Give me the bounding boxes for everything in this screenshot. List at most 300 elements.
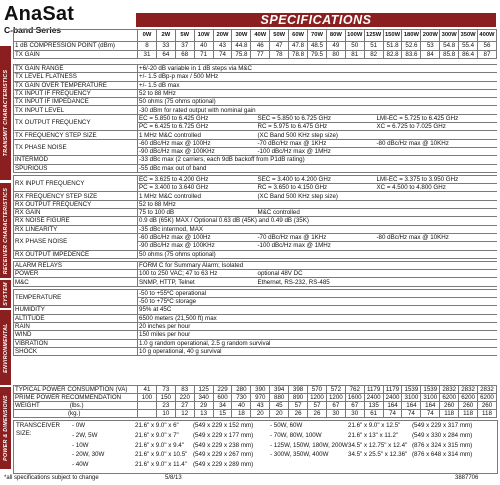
power-level-header: 60W (289, 30, 308, 42)
size-left-model: - 20W, 30W (72, 451, 105, 459)
receiver-value: -80 dBc/Hz max @ 10KHz (376, 233, 497, 241)
transmit-row (14, 65, 497, 73)
weight-kg-row-value: 74 (383, 410, 402, 418)
receiver-row (14, 225, 497, 233)
weight-label: WEIGHT (15, 402, 40, 409)
environmental-value (257, 306, 376, 314)
footer-date: 5/8/13 (165, 475, 182, 481)
transmit-value (376, 106, 497, 114)
size-left-inch: 21.6" x 9.0" x 11.4" (135, 461, 187, 469)
transmit-row (14, 73, 497, 81)
section-receiver: RECEIVER CHARACTERISTICS (0, 183, 11, 278)
tx-gain-row-value: 74 (213, 50, 232, 59)
power-level-header: 125W (364, 30, 383, 42)
transmit-label: TX INPUT LEVEL (14, 106, 138, 114)
receiver-label: RX INPUT FREQUENCY (14, 175, 138, 192)
weight-kg-row-value: 10 (156, 410, 175, 418)
environmental-row (14, 347, 497, 355)
compression-row-value: 47 (270, 42, 289, 51)
weight-kg-row-value: 13 (194, 410, 213, 418)
compression-row-value: 50 (345, 42, 364, 51)
power-consumption-row-value: 229 (213, 386, 232, 394)
transmit-value (376, 147, 497, 155)
system-value: optional 48V DC (257, 270, 376, 278)
compression-row (14, 42, 497, 51)
size-block (13, 420, 498, 474)
power-weight-table (13, 385, 497, 418)
receiver-value: RC = 3.650 to 4.150 GHz (257, 184, 376, 192)
weight-kg-row-value: 15 (213, 410, 232, 418)
transmit-value (257, 106, 376, 114)
weight-kg-row-value: 30 (326, 410, 345, 418)
brand-name: AnaSat (4, 3, 75, 25)
environmental-value (257, 339, 376, 347)
transmit-value (376, 156, 497, 164)
weight-unit: (kg.) (68, 410, 81, 417)
compression-row-value: 51 (364, 42, 383, 51)
power-consumption-row-value: 73 (156, 386, 175, 394)
environmental-value (376, 339, 497, 347)
power-consumption-row-value: 1539 (421, 386, 440, 394)
environmental-value (376, 314, 497, 322)
system-label: M&C (14, 278, 138, 286)
transmit-value: +6/-20 dB variable in 1 dB steps via M&C (138, 65, 257, 73)
receiver-label: RX NOISE FIGURE (14, 217, 138, 225)
receiver-value (257, 200, 376, 208)
size-left-inch: 21.6" x 9.0" x 7" (135, 431, 179, 439)
tx-gain-row-value: 31 (138, 50, 157, 59)
environmental-value (257, 298, 376, 306)
weight-kg-row-value: 61 (364, 410, 383, 418)
power-consumption-row-value: 2832 (440, 386, 459, 394)
transmit-value (257, 73, 376, 81)
environmental-value: 95% at 45C (138, 306, 257, 314)
transmit-label: TX INPUT IF FREQUENCY (14, 89, 138, 97)
receiver-value (376, 200, 497, 208)
tx-gain-row-value: 77 (251, 50, 270, 59)
size-right-mm: (549 x 330 x 284 mm) (412, 431, 473, 439)
tx-gain-row-value: 78.8 (289, 50, 308, 59)
power-consumption-row-value: 1179 (383, 386, 402, 394)
environmental-value: 6500 meters (21,500 ft) max (138, 314, 257, 322)
environmental-value: 1.0 g random operational, 2.5 g random survival (139, 339, 271, 347)
environmental-row (14, 322, 497, 330)
weight-lbs-row-value: 67 (326, 402, 345, 410)
weight-lbs-row-value: 260 (478, 402, 497, 410)
transmit-value: +/- 1.5 dBp-p max / 500 MHz (138, 73, 257, 81)
environmental-value: 10 g operational, 40 g survival (138, 347, 257, 355)
section-power-dimensions: POWER & DIMENSIONS (0, 387, 11, 469)
weight-lbs-row-value: 164 (383, 402, 402, 410)
transmit-value (376, 73, 497, 81)
transmit-value: -80 dBc/Hz max @ 10KHz (376, 139, 497, 147)
receiver-value: -60 dBc/Hz max @ 100Hz (138, 233, 257, 241)
transmit-value (376, 98, 497, 106)
environmental-value (257, 322, 376, 330)
transmit-value: EC = 5.850 to 6.425 GHz (138, 114, 257, 122)
receiver-label: RX PHASE NOISE (14, 233, 138, 250)
weight-lbs-row-value: 57 (308, 402, 327, 410)
receiver-value: 0.9 dB (65K) MAX / Optional 0.63 dB (45K) and 0.49 dB (35K) (139, 217, 309, 225)
prime-power-row-value: 890 (289, 394, 308, 402)
weight-lbs-row-value: 23 (156, 402, 175, 410)
transmit-value: LMI-EC = 5.725 to 6.425 GHz (376, 114, 497, 122)
tx-gain-row (14, 50, 497, 59)
receiver-label: RX OUTPUT IMPEDENCE (14, 250, 138, 258)
size-left-inch: 21.6" x 9.0" x 9.4" (135, 441, 184, 449)
power-consumption-row-value: 390 (251, 386, 270, 394)
weight-kg-row (14, 410, 497, 418)
environmental-value: 150 miles per hour (138, 331, 257, 339)
weight-kg-row-value: 118 (459, 410, 478, 418)
weight-kg-row-value: 30 (345, 410, 364, 418)
size-right-model: - 70W, 80W, 100W (270, 431, 322, 439)
transmit-value: -30 dBm for rated output with nominal gain (139, 106, 256, 114)
environmental-label: ALTITUDE (14, 314, 138, 322)
environmental-label: RAIN (14, 322, 138, 330)
tx-gain-row-value: 84 (421, 50, 440, 59)
compression-row-value: 37 (175, 42, 194, 51)
power-level-header: 30W (232, 30, 251, 42)
receiver-value: EC = 3.625 to 4.200 GHz (138, 175, 257, 183)
receiver-row (14, 192, 497, 200)
receiver-row (14, 233, 497, 241)
size-label: SIZE: (16, 430, 32, 437)
weight-lbs-row-value: 27 (175, 402, 194, 410)
size-right-inch: 21.6" x 9.0" x 12.5" (348, 422, 401, 429)
weight-lbs-row-value: 57 (289, 402, 308, 410)
transmit-row (14, 98, 497, 106)
weight-kg-row-value: 118 (478, 410, 497, 418)
receiver-value: 52 to 88 MHz (138, 200, 257, 208)
tx-gain-row-value: 83.6 (402, 50, 421, 59)
receiver-value: -90 dBc/Hz max @ 100KHz (138, 242, 257, 250)
size-left-model: - 10W (72, 441, 89, 449)
power-consumption-row-value: 762 (345, 386, 364, 394)
environmental-label: HUMIDITY (14, 306, 138, 314)
environmental-value: 20 inches per hour (138, 322, 257, 330)
weight-lbs-row-value: 164 (402, 402, 421, 410)
weight-lbs-row-value: 164 (421, 402, 440, 410)
power-spec-table (13, 29, 497, 59)
tx-gain-row-value: 64 (156, 50, 175, 59)
receiver-value: -100 dBc/Hz max @ 1MHz (257, 242, 376, 250)
power-consumption-row-value: 394 (270, 386, 289, 394)
compression-row-value: 40 (194, 42, 213, 51)
environmental-label: WIND (14, 331, 138, 339)
receiver-label: RX GAIN (14, 209, 138, 217)
environmental-value (257, 314, 376, 322)
prime-power-row-value: 730 (232, 394, 251, 402)
system-row (14, 270, 497, 278)
prime-power-row-value: 100 (138, 394, 157, 402)
environmental-label: TEMPERATURE (14, 289, 138, 306)
transmit-value: XC = 6.725 to 7.025 GHz (376, 123, 497, 131)
prime-power-row-value: 600 (213, 394, 232, 402)
size-left-inch: 21.6" x 9.0" x 6" (135, 422, 179, 429)
transmit-label: TX PHASE NOISE (14, 139, 138, 156)
receiver-row (14, 200, 497, 208)
weight-lbs-row (14, 402, 497, 410)
power-consumption-row-value: 2832 (478, 386, 497, 394)
system-value (376, 270, 497, 278)
weight-lbs-row-value: 29 (194, 402, 213, 410)
transmit-value: -90 dBc/Hz max @ 100KHz (138, 147, 257, 155)
weight-lbs-row-value: 34 (213, 402, 232, 410)
receiver-value (376, 217, 497, 225)
receiver-value (376, 225, 497, 233)
receiver-value: LMI-EC = 3.375 to 3.950 GHz (376, 175, 497, 183)
weight-unit: (lbs.) (69, 402, 84, 409)
weight-kg-row-value: 20 (270, 410, 289, 418)
compression-row-value: 53 (421, 42, 440, 51)
weight-kg-row-value: 26 (308, 410, 327, 418)
receiver-value: 1 MHz M&C controlled (138, 192, 257, 200)
transmit-label: SPURIOUS (14, 164, 138, 172)
receiver-row (14, 217, 497, 225)
compression-row-value: 49 (326, 42, 345, 51)
power-level-header: 350W (459, 30, 478, 42)
environmental-row (14, 314, 497, 322)
power-level-header: 40W (251, 30, 270, 42)
environmental-label: SHOCK (14, 347, 138, 355)
prime-power-row-value: 6200 (440, 394, 459, 402)
environmental-row (14, 331, 497, 339)
section-environmental: ENVIRONMENTAL (0, 310, 11, 385)
transmit-row (14, 139, 497, 147)
transmit-row (14, 89, 497, 97)
receiver-label: RX OUTPUT FREQUENCY (14, 200, 138, 208)
prime-power-row-value: 150 (156, 394, 175, 402)
system-label: ALARM RELAYS (14, 261, 138, 269)
transmit-value: 50 ohms (75 ohms optional) (138, 98, 257, 106)
system-value (376, 278, 497, 286)
transmit-value: PC = 6.425 to 6.725 GHz (138, 123, 257, 131)
receiver-value: 50 ohms (75 ohms optional) (138, 250, 257, 258)
transmit-value (376, 89, 497, 97)
power-level-header: 200W (421, 30, 440, 42)
size-left-mm: (549 x 229 x 267 mm) (193, 451, 254, 459)
prime-power-row-value: 220 (175, 394, 194, 402)
tx-gain-row-value: 71 (194, 50, 213, 59)
transmit-value: -70 dBc/Hz max @ 1KHz (257, 139, 376, 147)
transmit-value (257, 81, 376, 89)
system-value: Ethernet, RS-232, RS-485 (257, 278, 376, 286)
weight-lbs-row-value: 45 (270, 402, 289, 410)
size-right-mm: (876 x 648 x 314 mm) (412, 451, 473, 459)
transmit-value: -55 dBc max out of band (138, 164, 257, 172)
power-consumption-row-label: TYPICAL POWER CONSUMPTION (VA) (14, 386, 138, 394)
transmit-row (14, 131, 497, 139)
power-level-header: 400W (478, 30, 497, 42)
compression-row-value: 33 (156, 42, 175, 51)
transmit-label: INTERMOD (14, 156, 138, 164)
transmit-value: 1 MHz M&C controlled (138, 131, 257, 139)
tx-gain-row-value: 81 (345, 50, 364, 59)
compression-row-value: 55.4 (459, 42, 478, 51)
transmit-value: 52 to 88 MHz (138, 89, 257, 97)
compression-row-value: 44.8 (232, 42, 251, 51)
receiver-row (14, 250, 497, 258)
prime-power-row-value: 3100 (402, 394, 421, 402)
power-consumption-row-value: 280 (232, 386, 251, 394)
weight-lbs-row-value: 40 (232, 402, 251, 410)
receiver-value (257, 225, 376, 233)
transmit-row (14, 106, 497, 114)
weight-lbs-row-value: 67 (345, 402, 364, 410)
size-right-mm: (549 x 229 x 317 mm) (412, 422, 473, 429)
transmit-label: TX GAIN RANGE (14, 65, 138, 73)
prime-power-row-value: 1200 (326, 394, 345, 402)
specifications-title: SPECIFICATIONS (136, 13, 496, 27)
weight-kg-row-label (14, 410, 138, 418)
brand-subtitle: C-band Series (4, 25, 62, 35)
prime-power-row-value: 970 (251, 394, 270, 402)
power-level-header: 0W (138, 30, 157, 42)
compression-row-value: 46 (251, 42, 270, 51)
receiver-value: M&C controlled (257, 209, 376, 217)
transmit-label: TX OUTPUT FREQUENCY (14, 114, 138, 131)
receiver-value (376, 192, 497, 200)
system-row (14, 278, 497, 286)
power-level-header: 10W (194, 30, 213, 42)
transmit-value (257, 89, 376, 97)
power-level-header: 5W (175, 30, 194, 42)
size-right-inch: 21.6" x 13" x 11.2" (348, 431, 399, 439)
transmit-value (376, 131, 497, 139)
transmit-row (14, 156, 497, 164)
receiver-value: -35 dBc intermod, MAX (138, 225, 257, 233)
weight-kg-row-value: 26 (289, 410, 308, 418)
weight-kg-row-value: 18 (232, 410, 251, 418)
transmit-value (257, 65, 376, 73)
tx-gain-row-value: 78 (270, 50, 289, 59)
footer-note: *all specifications subject to change (4, 475, 99, 481)
receiver-value: (XC Band 500 KHz step size) (257, 192, 376, 200)
prime-power-row-value: 880 (270, 394, 289, 402)
receiver-row (14, 175, 497, 183)
weight-kg-row-blank (138, 410, 157, 418)
prime-power-row (14, 394, 497, 402)
system-label: POWER (14, 270, 138, 278)
power-consumption-row-value: 572 (326, 386, 345, 394)
tx-gain-row-value: 82 (364, 50, 383, 59)
transmit-value (257, 98, 376, 106)
compression-row-label: 1 dB COMPRESSION POINT (dBm) (14, 42, 138, 51)
transmit-row (14, 164, 497, 172)
environmental-value (376, 306, 497, 314)
size-right-model: - 50W, 60W (270, 422, 303, 429)
power-level-header: 100W (345, 30, 364, 42)
tx-gain-row-value: 86.4 (459, 50, 478, 59)
transmit-value (376, 164, 497, 172)
receiver-value (257, 250, 376, 258)
receiver-row (14, 209, 497, 217)
size-left-mm: (549 x 229 x 177 mm) (193, 431, 254, 439)
power-consumption-row-value: 41 (138, 386, 157, 394)
tx-gain-row-value: 85.8 (440, 50, 459, 59)
power-level-header: 70W (308, 30, 327, 42)
size-right-inch: 34.5" x 25.5" x 12.36" (348, 451, 408, 459)
environmental-value (257, 347, 376, 355)
header-blank (14, 30, 138, 42)
transmit-row (14, 114, 497, 122)
spec-text-table (13, 64, 497, 356)
size-right-model: - 300W, 350W, 400W (270, 451, 329, 459)
weight-kg-row-value: 118 (440, 410, 459, 418)
compression-row-value: 48.5 (308, 42, 327, 51)
power-consumption-row-value: 398 (289, 386, 308, 394)
environmental-value: -50 to +55ºC operational (138, 289, 257, 297)
system-value: SNMP, HTTP, Telnet (138, 278, 257, 286)
transmit-value: +/- 1.5 dB max (138, 81, 257, 89)
tx-gain-row-value: 79.5 (308, 50, 327, 59)
weight-lbs-row-value: 43 (251, 402, 270, 410)
transmit-label: TX INPUT IF IMPEDANCE (14, 98, 138, 106)
weight-kg-row-value: 20 (251, 410, 270, 418)
prime-power-row-value: 1600 (345, 394, 364, 402)
tx-gain-row-value: 87 (478, 50, 497, 59)
transmit-value (257, 164, 376, 172)
transmit-label: TX LEVEL FLATNESS (14, 73, 138, 81)
power-level-header: 180W (402, 30, 421, 42)
power-level-header: 150W (383, 30, 402, 42)
system-value (257, 261, 376, 269)
power-level-header: 80W (326, 30, 345, 42)
weight-lbs-row-value: 135 (364, 402, 383, 410)
compression-row-value: 51.8 (383, 42, 402, 51)
power-consumption-row-value: 1179 (364, 386, 383, 394)
prime-power-row-value: 2400 (364, 394, 383, 402)
environmental-value (376, 289, 497, 297)
power-consumption-row-value: 125 (194, 386, 213, 394)
environmental-row (14, 289, 497, 297)
receiver-label: RX LINEARITY (14, 225, 138, 233)
receiver-value (376, 242, 497, 250)
environmental-value (257, 331, 376, 339)
environmental-value (257, 289, 376, 297)
tx-gain-row-value: 82.8 (383, 50, 402, 59)
section-transmit: TRANSMIT CHARACTERISTICS (0, 46, 11, 180)
power-level-header: 50W (270, 30, 289, 42)
power-consumption-row-value: 1539 (402, 386, 421, 394)
weight-lbs-row-blank (138, 402, 157, 410)
transmit-value: RC = 5.975 to 6.475 GHz (257, 123, 376, 131)
prime-power-row-value: 6200 (478, 394, 497, 402)
receiver-value (376, 209, 497, 217)
tx-gain-row-value: 75.8 (232, 50, 251, 59)
power-level-header: 300W (440, 30, 459, 42)
size-left-mm: (549 x 229 x 238 mm) (193, 441, 254, 449)
transmit-value: (XC Band 500 KHz step size) (257, 131, 376, 139)
tx-gain-row-label: TX GAIN (14, 50, 138, 59)
prime-power-row-value: 6200 (459, 394, 478, 402)
compression-row-value: 52.6 (402, 42, 421, 51)
environmental-value (376, 298, 497, 306)
weight-lbs-row-value: 260 (440, 402, 459, 410)
weight-kg-row-value: 12 (175, 410, 194, 418)
size-right-model: - 125W, 150W, 180W, 200W (270, 441, 348, 449)
system-value: 100 to 250 VAC; 47 to 63 Hz (138, 270, 257, 278)
size-left-model: - 0W (72, 422, 86, 429)
prime-power-row-value: 1200 (308, 394, 327, 402)
tx-gain-row-value: 68 (175, 50, 194, 59)
environmental-value (376, 347, 497, 355)
transmit-value: -100 dBc/Hz max @ 1MHz (257, 147, 376, 155)
system-value (376, 261, 497, 269)
prime-power-row-value: 3100 (421, 394, 440, 402)
weight-lbs-row-value: 260 (459, 402, 478, 410)
